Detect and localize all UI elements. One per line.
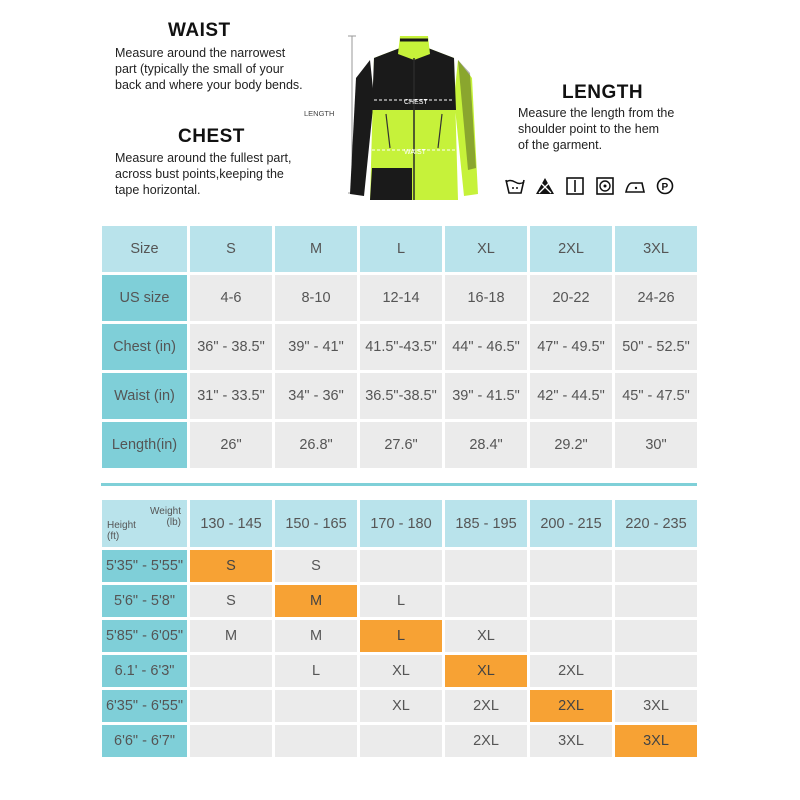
no-tumble-dry-icon (595, 176, 615, 196)
height-row (102, 620, 697, 652)
height-header-cell: 6.1' - 6'3" (102, 655, 187, 687)
recommended-size-cell: 2XL (530, 690, 612, 722)
table-cell: 42" - 44.5" (530, 373, 612, 419)
size-table-row (102, 422, 697, 468)
length-line: Measure the length from the (518, 106, 675, 120)
size-chart-table (99, 223, 700, 471)
length-description (518, 105, 674, 153)
height-row (102, 585, 697, 617)
size-table-row (102, 324, 697, 370)
row-header: Size (102, 226, 187, 272)
height-header-cell: 6'6" - 6'7" (102, 725, 187, 757)
length-line: of the garment. (518, 138, 603, 152)
table-cell (615, 585, 697, 617)
table-cell: 3XL (530, 725, 612, 757)
table-cell: 50" - 52.5" (615, 324, 697, 370)
table-cell: XL (445, 620, 527, 652)
height-unit: (ft) (107, 531, 120, 542)
height-weight-table (99, 497, 700, 760)
waist-line: Measure around the narrowest (115, 46, 286, 60)
chest-line: across bust points,keeping the (115, 167, 284, 181)
table-cell: M (190, 620, 272, 652)
table-cell: XL (360, 690, 442, 722)
recommended-size-cell: XL (445, 655, 527, 687)
height-row (102, 550, 697, 582)
height-row (102, 690, 697, 722)
waist-description (115, 45, 303, 93)
row-header: Length(in) (102, 422, 187, 468)
table-cell: 26" (190, 422, 272, 468)
jacket-length-label: LENGTH (304, 109, 335, 118)
chest-description (115, 150, 292, 198)
table-cell (445, 550, 527, 582)
table-cell: 20-22 (530, 275, 612, 321)
table-cell (275, 725, 357, 757)
table-cell (530, 550, 612, 582)
weight-header-cell: 130 - 145 (190, 500, 272, 547)
table-cell (360, 725, 442, 757)
table-cell (615, 550, 697, 582)
table-cell: M (275, 620, 357, 652)
table-cell: 31" - 33.5" (190, 373, 272, 419)
table-cell: 3XL (615, 690, 697, 722)
table-cell: 34" - 36" (275, 373, 357, 419)
table-cell (445, 585, 527, 617)
table-cell: 36" - 38.5" (190, 324, 272, 370)
jacket-waist-label: WAIST (404, 149, 426, 156)
table-cell: XL (445, 226, 527, 272)
weight-header-cell: 200 - 215 (530, 500, 612, 547)
weight-header-cell: 170 - 180 (360, 500, 442, 547)
table-cell (190, 725, 272, 757)
table-cell: 44" - 46.5" (445, 324, 527, 370)
size-table-row (102, 275, 697, 321)
table-cell (360, 550, 442, 582)
weight-axis-label (150, 506, 181, 528)
length-title: LENGTH (562, 82, 644, 103)
table-cell (190, 690, 272, 722)
table-cell: 16-18 (445, 275, 527, 321)
table-cell: 28.4" (445, 422, 527, 468)
dry-clean-p-icon (655, 176, 675, 196)
table-cell: 2XL (445, 690, 527, 722)
chest-title: CHEST (178, 126, 245, 147)
table-cell: 3XL (615, 226, 697, 272)
table-cell: 2XL (530, 655, 612, 687)
recommended-size-cell: 3XL (615, 725, 697, 757)
waist-line: part (typically the small of your (115, 62, 284, 76)
table-cell: S (275, 550, 357, 582)
no-bleach-icon (535, 176, 555, 196)
low-iron-icon (625, 176, 645, 196)
table-cell: S (190, 585, 272, 617)
height-header-cell: 5'35" - 5'55" (102, 550, 187, 582)
table-cell: 24-26 (615, 275, 697, 321)
table-cell: 12-14 (360, 275, 442, 321)
height-axis-label (107, 520, 136, 542)
svg-text:P: P (661, 182, 669, 193)
table-cell: S (190, 226, 272, 272)
weight-label: Weight (150, 506, 181, 517)
table-cell: L (360, 226, 442, 272)
height-row (102, 655, 697, 687)
corner-cell (102, 500, 187, 547)
table-cell: 36.5"-38.5" (360, 373, 442, 419)
height-header-cell: 6'35" - 6'55" (102, 690, 187, 722)
table-cell: 2XL (445, 725, 527, 757)
row-header: Chest (in) (102, 324, 187, 370)
table-cell (275, 690, 357, 722)
length-line: shoulder point to the hem (518, 122, 660, 136)
row-header: US size (102, 275, 187, 321)
care-icons (505, 176, 675, 196)
jacket-chest-label: CHEST (404, 99, 428, 106)
height-header-cell: 5'6" - 5'8" (102, 585, 187, 617)
waist-title: WAIST (168, 20, 231, 41)
height-row (102, 725, 697, 757)
height-label: Height (107, 520, 136, 531)
recommended-size-cell: S (190, 550, 272, 582)
table-cell: 4-6 (190, 275, 272, 321)
weight-unit: (lb) (166, 517, 181, 528)
table-cell: 41.5"-43.5" (360, 324, 442, 370)
weight-header-row (102, 500, 697, 547)
table-cell: 47" - 49.5" (530, 324, 612, 370)
row-header: Waist (in) (102, 373, 187, 419)
jacket-illustration (304, 18, 490, 218)
table-cell: 27.6" (360, 422, 442, 468)
section-divider (101, 483, 697, 486)
table-cell (530, 620, 612, 652)
table-cell (190, 655, 272, 687)
waist-line: back and where your body bends. (115, 78, 303, 92)
table-cell: 39" - 41.5" (445, 373, 527, 419)
recommended-size-cell: M (275, 585, 357, 617)
table-cell: XL (360, 655, 442, 687)
table-cell (615, 655, 697, 687)
table-cell: 30" (615, 422, 697, 468)
table-cell: 39" - 41" (275, 324, 357, 370)
table-cell: 29.2" (530, 422, 612, 468)
chest-line: Measure around the fullest part, (115, 151, 292, 165)
weight-header-cell: 185 - 195 (445, 500, 527, 547)
table-cell: L (360, 585, 442, 617)
table-cell: 26.8" (275, 422, 357, 468)
table-cell: 8-10 (275, 275, 357, 321)
size-table-row (102, 226, 697, 272)
wash-30-icon (505, 176, 525, 196)
table-cell: M (275, 226, 357, 272)
table-cell: L (275, 655, 357, 687)
table-cell (615, 620, 697, 652)
height-header-cell: 5'85" - 6'05" (102, 620, 187, 652)
chest-line: tape horizontal. (115, 183, 201, 197)
hang-dry-icon (565, 176, 585, 196)
table-cell (530, 585, 612, 617)
weight-header-cell: 150 - 165 (275, 500, 357, 547)
size-table-row (102, 373, 697, 419)
table-cell: 2XL (530, 226, 612, 272)
weight-header-cell: 220 - 235 (615, 500, 697, 547)
recommended-size-cell: L (360, 620, 442, 652)
table-cell: 45" - 47.5" (615, 373, 697, 419)
